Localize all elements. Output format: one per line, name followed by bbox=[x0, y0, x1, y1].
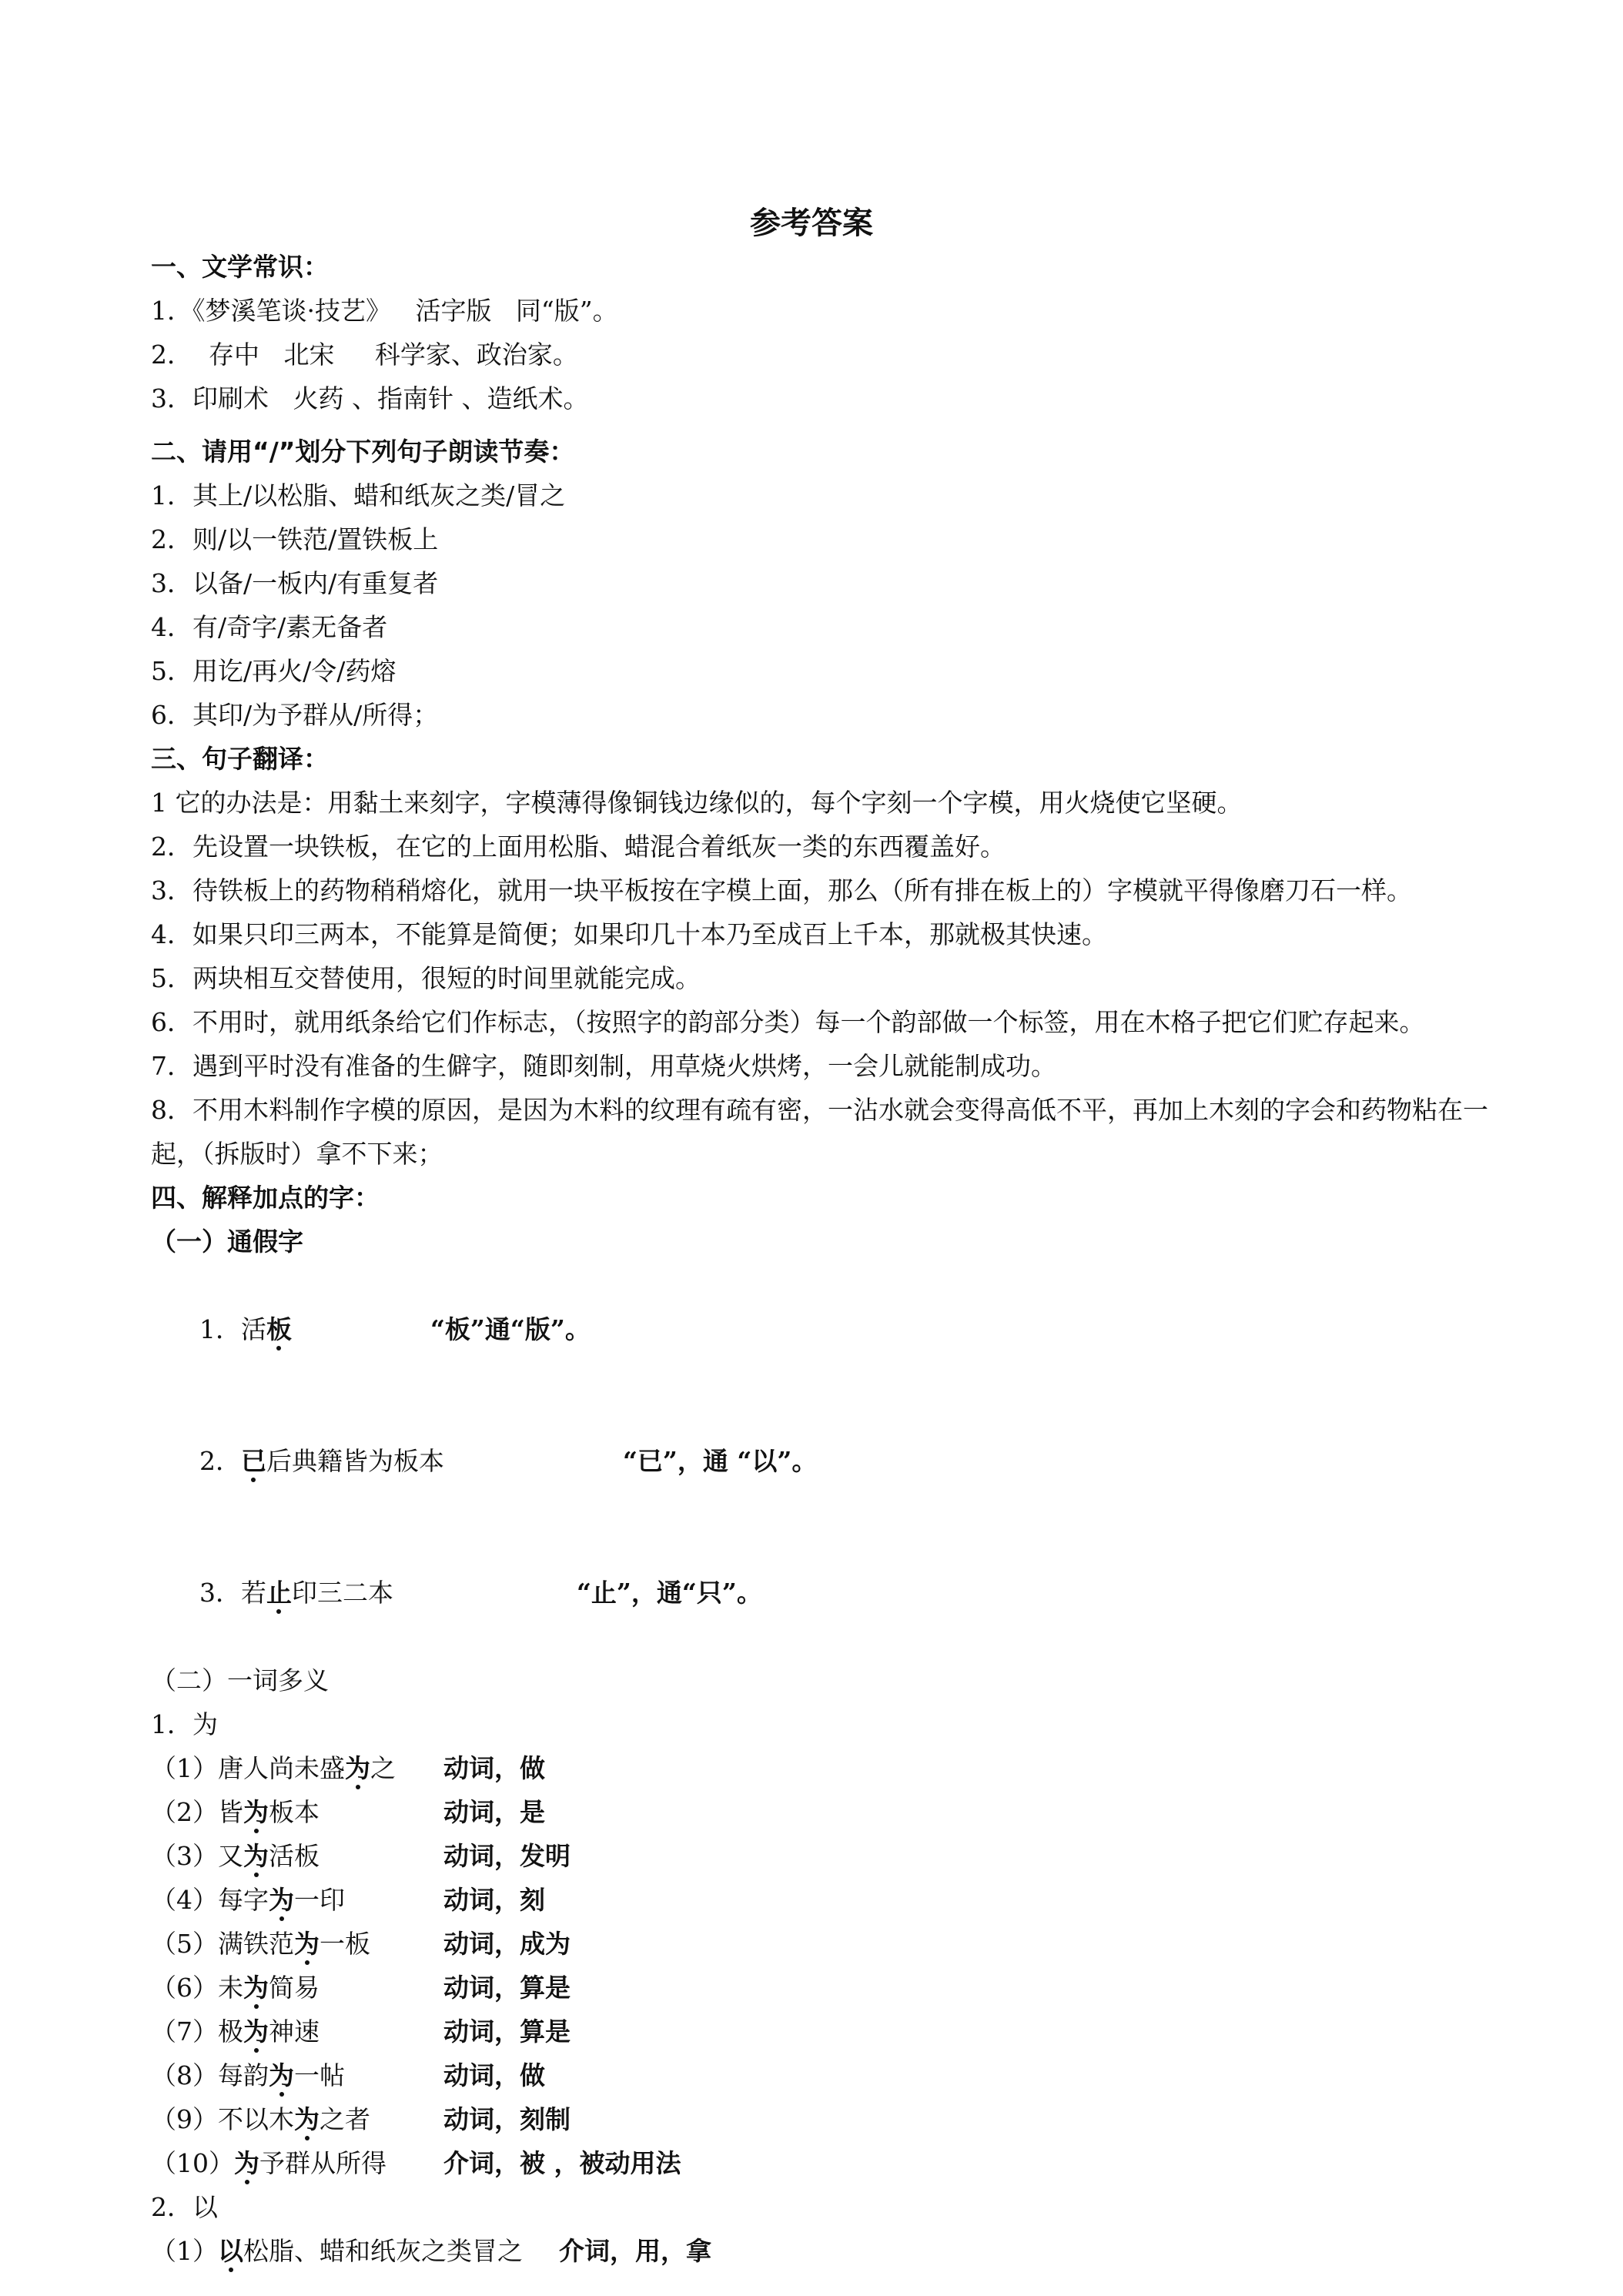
dotted-char: 为 bbox=[345, 1753, 370, 1783]
dotted-char: 止 bbox=[266, 1578, 292, 1608]
item-text: （4）每字 bbox=[151, 1885, 269, 1915]
item-text: 2． bbox=[199, 1446, 241, 1476]
dotted-char: 为 bbox=[269, 2060, 294, 2090]
item-text: 之 bbox=[370, 1753, 396, 1783]
polysemy-item bbox=[151, 2053, 1491, 2097]
answer-text: 动词，发明 bbox=[443, 1841, 571, 1871]
item-text: 一帖 bbox=[294, 2060, 345, 2090]
answer-text: 动词，刻 bbox=[443, 1885, 545, 1915]
list-item: 2． 存中 北宋 科学家、政治家。 bbox=[151, 340, 578, 370]
item-text: 简易 bbox=[269, 1973, 320, 2003]
item-text: （1）唐人尚未盛 bbox=[151, 1753, 345, 1783]
item-text: 一印 bbox=[294, 1885, 345, 1915]
item-text: （8）每韵 bbox=[151, 2060, 269, 2090]
item-text: 神速 bbox=[269, 2017, 320, 2047]
polysemy-item bbox=[151, 1922, 1491, 1966]
item-text: 活板 bbox=[269, 1841, 320, 1871]
item-text: （9）不以木 bbox=[151, 2104, 294, 2134]
translation-item: 3．待铁板上的药物稍稍熔化，就用一块平板按在字模上面，那么（所有排在板上的）字模就平得像磨刀石一样。 bbox=[151, 875, 1412, 905]
list-item: 3．印刷术 火药 、指南针 、造纸术。 bbox=[151, 383, 589, 413]
answer-text: 动词，做 bbox=[443, 1753, 545, 1783]
translation-item: 5．两块相互交替使用，很短的时间里就能完成。 bbox=[151, 963, 701, 993]
answer-text: 介词，用，拿 bbox=[559, 2236, 711, 2266]
polysemy-item bbox=[151, 2097, 1491, 2141]
answer-text: 动词，刻制 bbox=[443, 2104, 571, 2134]
answer-text: 动词，算是 bbox=[443, 2017, 571, 2047]
dotted-char: 为 bbox=[243, 1841, 269, 1871]
item-text: （1） bbox=[151, 2236, 218, 2266]
answer-text: 动词，成为 bbox=[443, 1929, 571, 1959]
dotted-char: 为 bbox=[243, 1797, 269, 1827]
section-heading-literature: 一、文学常识： bbox=[151, 252, 329, 282]
subheading-tongjia: （一）通假字 bbox=[151, 1227, 303, 1257]
item-text: 后典籍皆为板本 bbox=[266, 1446, 444, 1476]
list-item: 3．以备/一板内/有重复者 bbox=[151, 568, 439, 598]
subheading-polysemy: （二）一词多义 bbox=[151, 1665, 329, 1695]
translation-item: 4．如果只印三两本，不能算是简便；如果印几十本乃至成百上千本，那就极其快速。 bbox=[151, 919, 1107, 949]
list-item: 4．有/奇字/素无备者 bbox=[151, 612, 388, 642]
dotted-char: 为 bbox=[243, 2017, 269, 2047]
answer-text: “止”，通“只”。 bbox=[576, 1578, 762, 1608]
polysemy-item bbox=[151, 1790, 1491, 1834]
translation-item: 8．不用木料制作字模的原因，是因为木料的纹理有疏有密，一沾水就会变得高低不平，再加上木刻的字会和药物粘在一起，（拆版时）拿不下来； bbox=[151, 1095, 1488, 1169]
list-item: 6．其印/为予群从/所得； bbox=[151, 700, 439, 730]
list-item: 1．其上/以松脂、蜡和纸灰之类/冒之 bbox=[151, 480, 566, 510]
word-label-wei: 1．为 bbox=[151, 1709, 218, 1739]
polysemy-item bbox=[151, 1746, 1491, 1790]
polysemy-item bbox=[151, 2141, 1491, 2185]
tongjia-item bbox=[151, 1395, 1491, 1527]
section-heading-rhythm: 二、请用“/”划分下列句子朗读节奏： bbox=[151, 437, 575, 467]
answer-text: 介词，被 ，被动用法 bbox=[443, 2148, 681, 2178]
answer-text: “板”通“版”。 bbox=[430, 1314, 591, 1344]
item-text: （10） bbox=[151, 2148, 234, 2178]
dotted-char: 已 bbox=[240, 1446, 266, 1476]
answer-content bbox=[151, 245, 1491, 2273]
item-text: 板本 bbox=[269, 1797, 320, 1827]
answer-text: “已”，通 “以”。 bbox=[622, 1446, 818, 1476]
polysemy-item bbox=[151, 1834, 1491, 1878]
polysemy-item bbox=[151, 1878, 1491, 1922]
item-text: 3．若 bbox=[199, 1578, 266, 1608]
item-text: 印三二本 bbox=[291, 1578, 393, 1608]
page-title: 参考答案 bbox=[750, 206, 873, 241]
answer-text: 动词，算是 bbox=[443, 1973, 571, 2003]
dotted-char: 为 bbox=[294, 1929, 320, 1959]
list-item: 2．则/以一铁范/置铁板上 bbox=[151, 524, 439, 554]
answer-text: 动词，是 bbox=[443, 1797, 545, 1827]
dotted-char: 为 bbox=[234, 2148, 259, 2178]
item-text: 予群从所得 bbox=[259, 2148, 387, 2178]
item-text: （6）未 bbox=[151, 1973, 243, 2003]
item-text: （7）极 bbox=[151, 2017, 243, 2047]
translation-item: 7．遇到平时没有准备的生僻字，随即刻制，用草烧火烘烤，一会儿就能制成功。 bbox=[151, 1051, 1056, 1081]
translation-item: 6．不用时，就用纸条给它们作标志，（按照字的韵部分类）每一个韵部做一个标签，用在木格子把它们贮存起来。 bbox=[151, 1007, 1425, 1037]
dotted-char: 为 bbox=[294, 2104, 320, 2134]
answer-text: 动词，做 bbox=[443, 2060, 545, 2090]
item-text: 1．活 bbox=[199, 1314, 266, 1344]
list-item: 5．用讫/再火/令/药熔 bbox=[151, 656, 397, 686]
item-text: （2）皆 bbox=[151, 1797, 243, 1827]
translation-item: 1 它的办法是：用黏土来刻字，字模薄得像铜钱边缘似的，每个字刻一个字模，用火烧使它坚硬。 bbox=[151, 788, 1243, 818]
dotted-char: 为 bbox=[243, 1973, 269, 2003]
item-text: （3）又 bbox=[151, 1841, 243, 1871]
item-text: 之者 bbox=[320, 2104, 370, 2134]
section-heading-explain: 四、解释加点的字： bbox=[151, 1183, 380, 1213]
item-text: 一板 bbox=[320, 1929, 370, 1959]
list-item: 1．《梦溪笔谈·技艺》 活字版 同“版”。 bbox=[151, 296, 618, 326]
dotted-char: 板 bbox=[266, 1314, 292, 1344]
polysemy-item bbox=[151, 2229, 1491, 2273]
item-text: 松脂、蜡和纸灰之类冒之 bbox=[243, 2236, 523, 2266]
tongjia-item bbox=[151, 1527, 1491, 1658]
polysemy-item bbox=[151, 1966, 1491, 2010]
tongjia-item bbox=[151, 1263, 1491, 1395]
dotted-char: 以 bbox=[218, 2236, 243, 2266]
translation-item: 2．先设置一块铁板，在它的上面用松脂、蜡混合着纸灰一类的东西覆盖好。 bbox=[151, 832, 1006, 862]
section-heading-translation: 三、句子翻译： bbox=[151, 744, 329, 774]
item-text: （5）满铁范 bbox=[151, 1929, 294, 1959]
polysemy-item bbox=[151, 2010, 1491, 2053]
word-label-yi: 2．以 bbox=[151, 2192, 218, 2222]
dotted-char: 为 bbox=[269, 1885, 294, 1915]
